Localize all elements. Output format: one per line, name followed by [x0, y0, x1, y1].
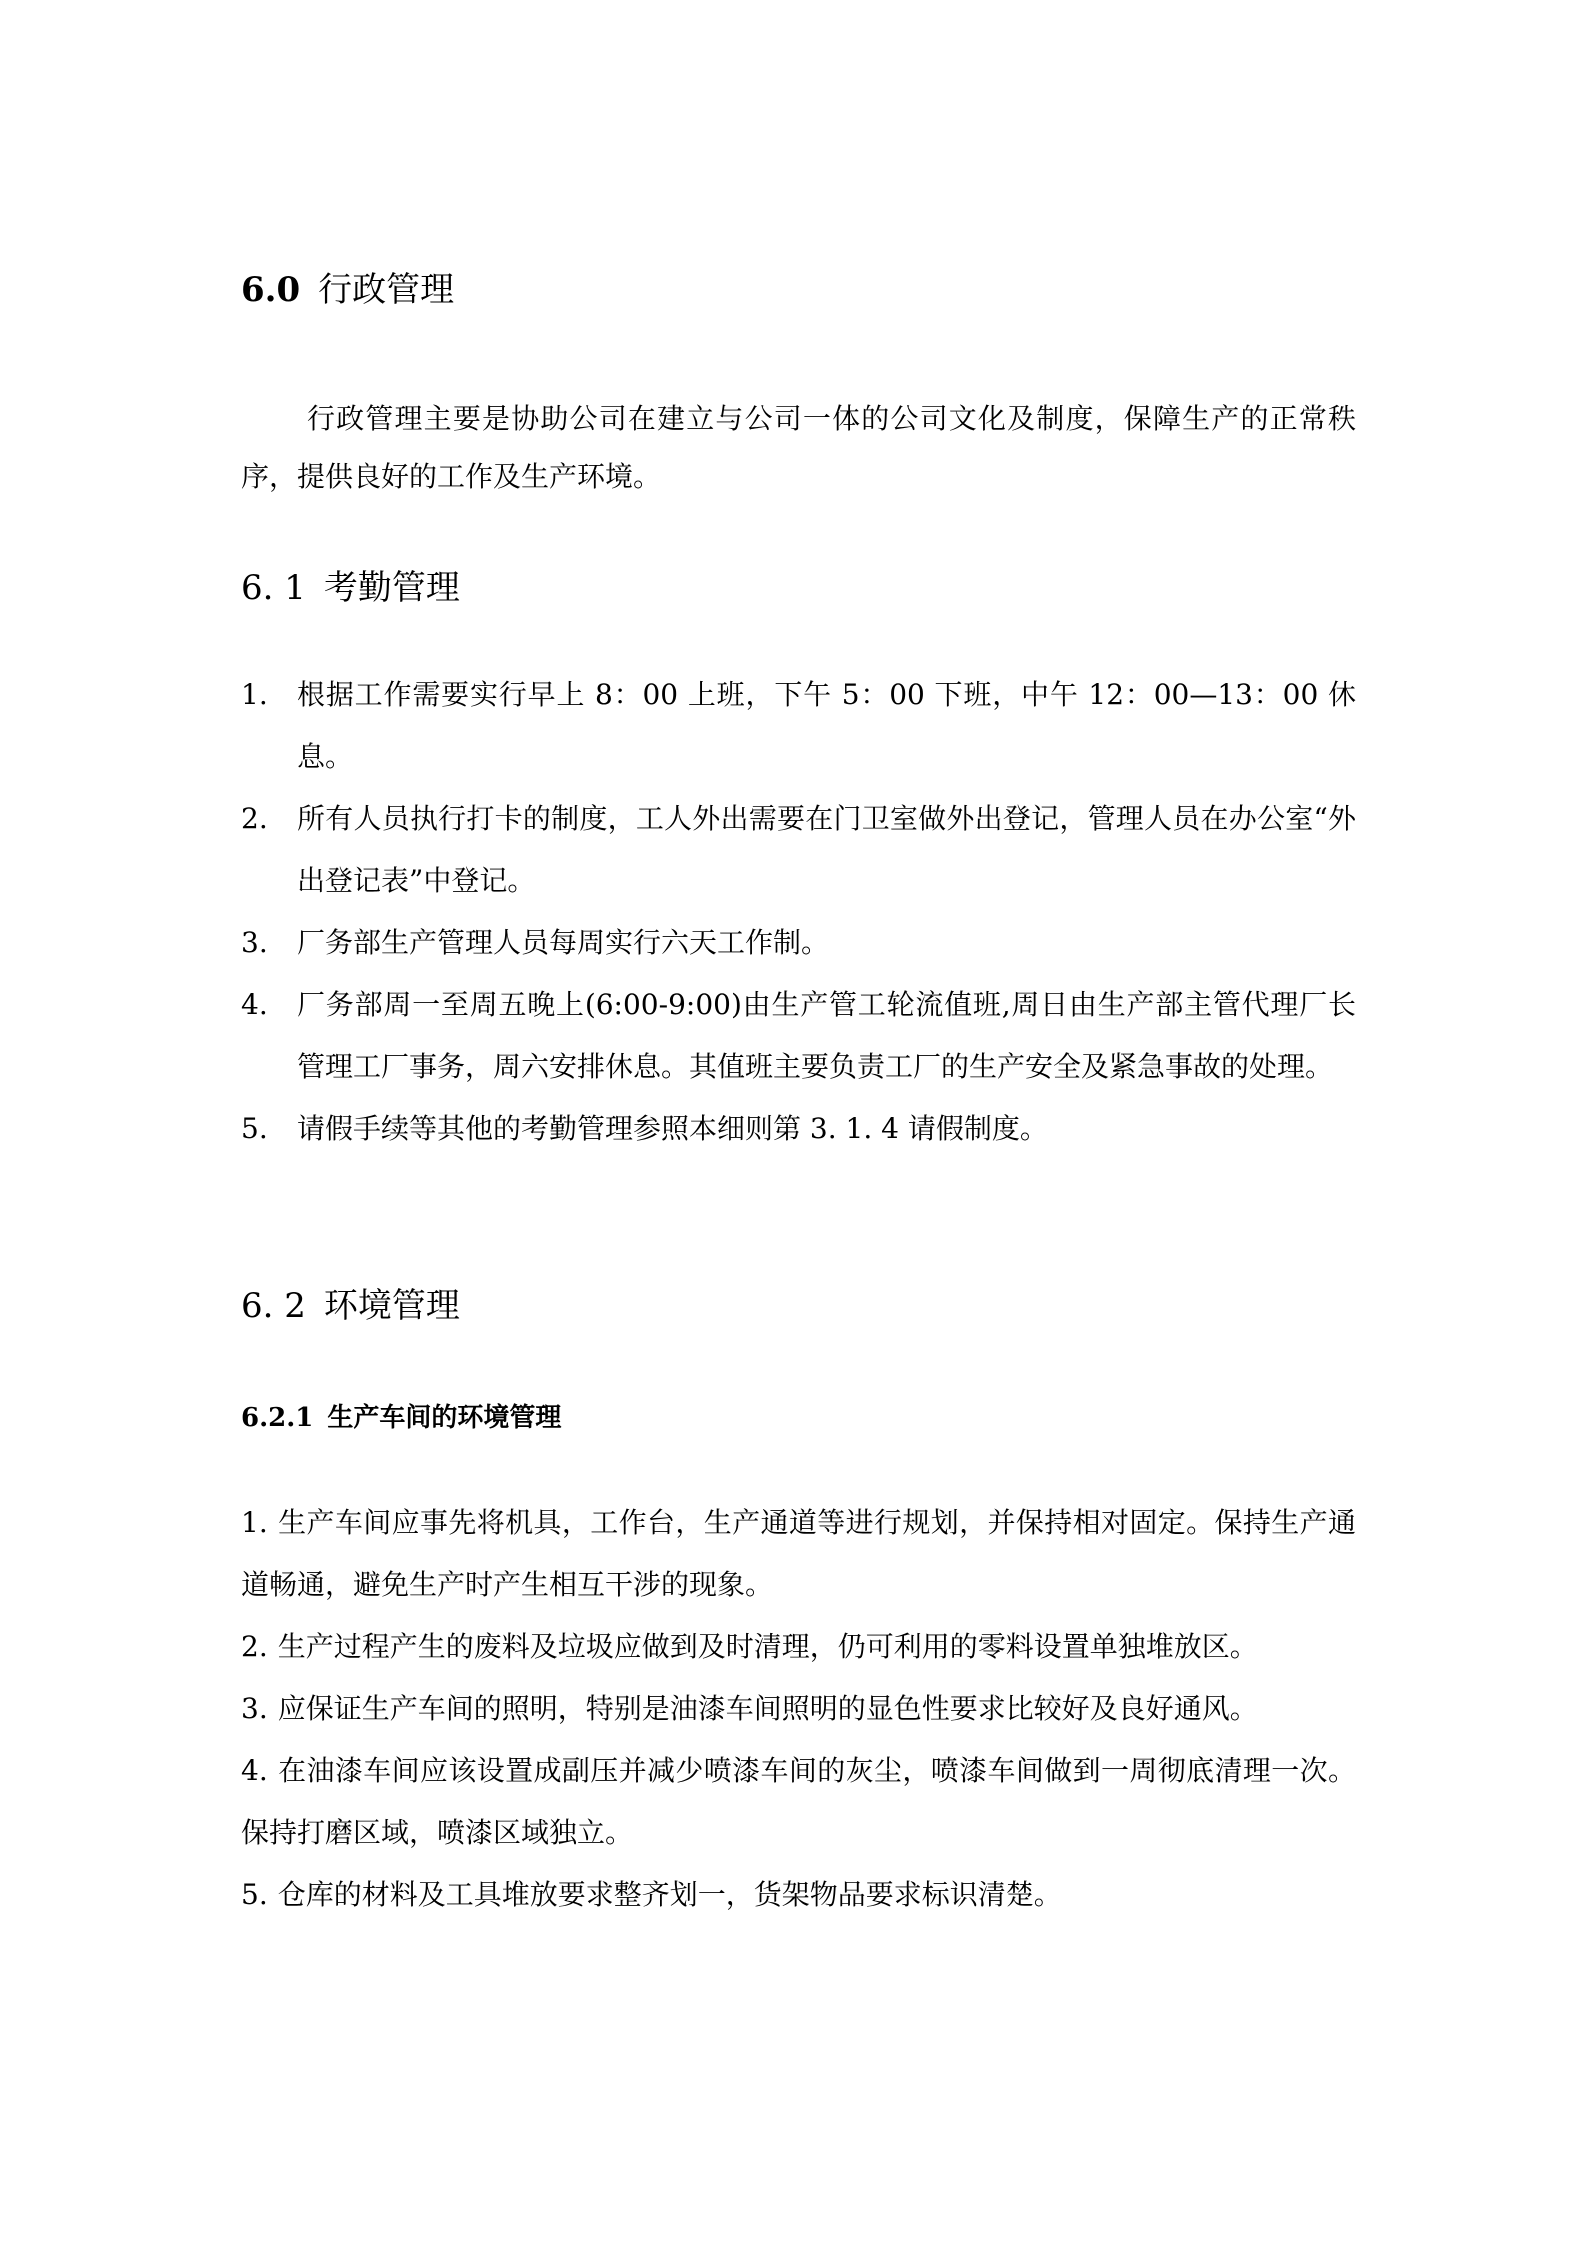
list-item	[241, 1492, 1356, 1616]
list-item-text: 厂务部生产管理人员每周实行六天工作制。	[297, 926, 830, 959]
list-item	[241, 1616, 1356, 1678]
list-item-text: 生产车间应事先将机具，工作台，生产通道等进行规划，并保持相对固定。保持生产通道畅通，避免生产时产生相互干涉的现象。	[241, 1506, 1356, 1601]
list-item	[241, 1098, 1356, 1160]
section-heading-6-1	[241, 568, 460, 608]
document-page	[241, 0, 1356, 2245]
section-heading-6-2	[241, 1286, 460, 1326]
list-marker: 4.	[241, 988, 268, 1021]
list-item-text: 根据工作需要实行早上 8：00 上班，下午 5：00 下班，中午 12：00—13：00 休息。	[297, 678, 1356, 773]
list-item	[241, 974, 1356, 1098]
list-item-text: 应保证生产车间的照明，特别是油漆车间照明的显色性要求比较好及良好通风。	[277, 1692, 1258, 1725]
list-item	[241, 1740, 1356, 1864]
list-item-text: 厂务部周一至周五晚上(6:00-9:00)由生产管工轮流值班,周日由生产部主管代理厂长管理工厂事务，周六安排休息。其值班主要负责工厂的生产安全及紧急事故的处理。	[297, 988, 1356, 1083]
environment-rules-list	[241, 1492, 1356, 1926]
list-item	[241, 1678, 1356, 1740]
section-number: 6. 2	[241, 1286, 306, 1326]
list-item-text: 在油漆车间应该设置成副压并减少喷漆车间的灰尘，喷漆车间做到一周彻底清理一次。保持打磨区域，喷漆区域独立。	[241, 1754, 1356, 1849]
list-marker: 5.	[241, 1878, 268, 1911]
attendance-rules-list	[241, 664, 1356, 1160]
list-item-text: 所有人员执行打卡的制度，工人外出需要在门卫室做外出登记，管理人员在办公室“外出登记表”中登记。	[297, 802, 1356, 897]
subsection-number: 6.2.1	[241, 1403, 314, 1433]
list-item	[241, 1864, 1356, 1926]
subsection-title: 生产车间的环境管理	[327, 1403, 562, 1433]
section-title: 考勤管理	[323, 568, 460, 608]
section-heading-6-0	[241, 270, 454, 310]
list-marker: 5.	[241, 1112, 268, 1145]
list-marker: 3.	[241, 1692, 268, 1725]
list-item	[241, 664, 1356, 788]
section-number: 6. 1	[241, 568, 306, 608]
list-marker: 2.	[241, 802, 268, 835]
section-title: 环境管理	[323, 1286, 460, 1326]
subsection-heading-6-2-1	[241, 1402, 561, 1434]
list-item	[241, 912, 1356, 974]
list-item-text: 请假手续等其他的考勤管理参照本细则第 3. 1. 4 请假制度。	[297, 1112, 1048, 1145]
list-marker: 2.	[241, 1630, 268, 1663]
list-marker: 4.	[241, 1754, 268, 1787]
list-item	[241, 788, 1356, 912]
section-title: 行政管理	[318, 270, 455, 310]
list-marker: 1.	[241, 678, 268, 711]
list-marker: 3.	[241, 926, 268, 959]
list-item-text: 仓库的材料及工具堆放要求整齐划一，货架物品要求标识清楚。	[277, 1878, 1062, 1911]
list-item-text: 生产过程产生的废料及垃圾应做到及时清理，仍可利用的零料设置单独堆放区。	[277, 1630, 1258, 1663]
intro-paragraph: 行政管理主要是协助公司在建立与公司一体的公司文化及制度，保障生产的正常秩序，提供良好的工作及生产环境。	[241, 402, 1356, 493]
list-marker: 1.	[241, 1506, 268, 1539]
section-number: 6.0	[241, 270, 301, 310]
